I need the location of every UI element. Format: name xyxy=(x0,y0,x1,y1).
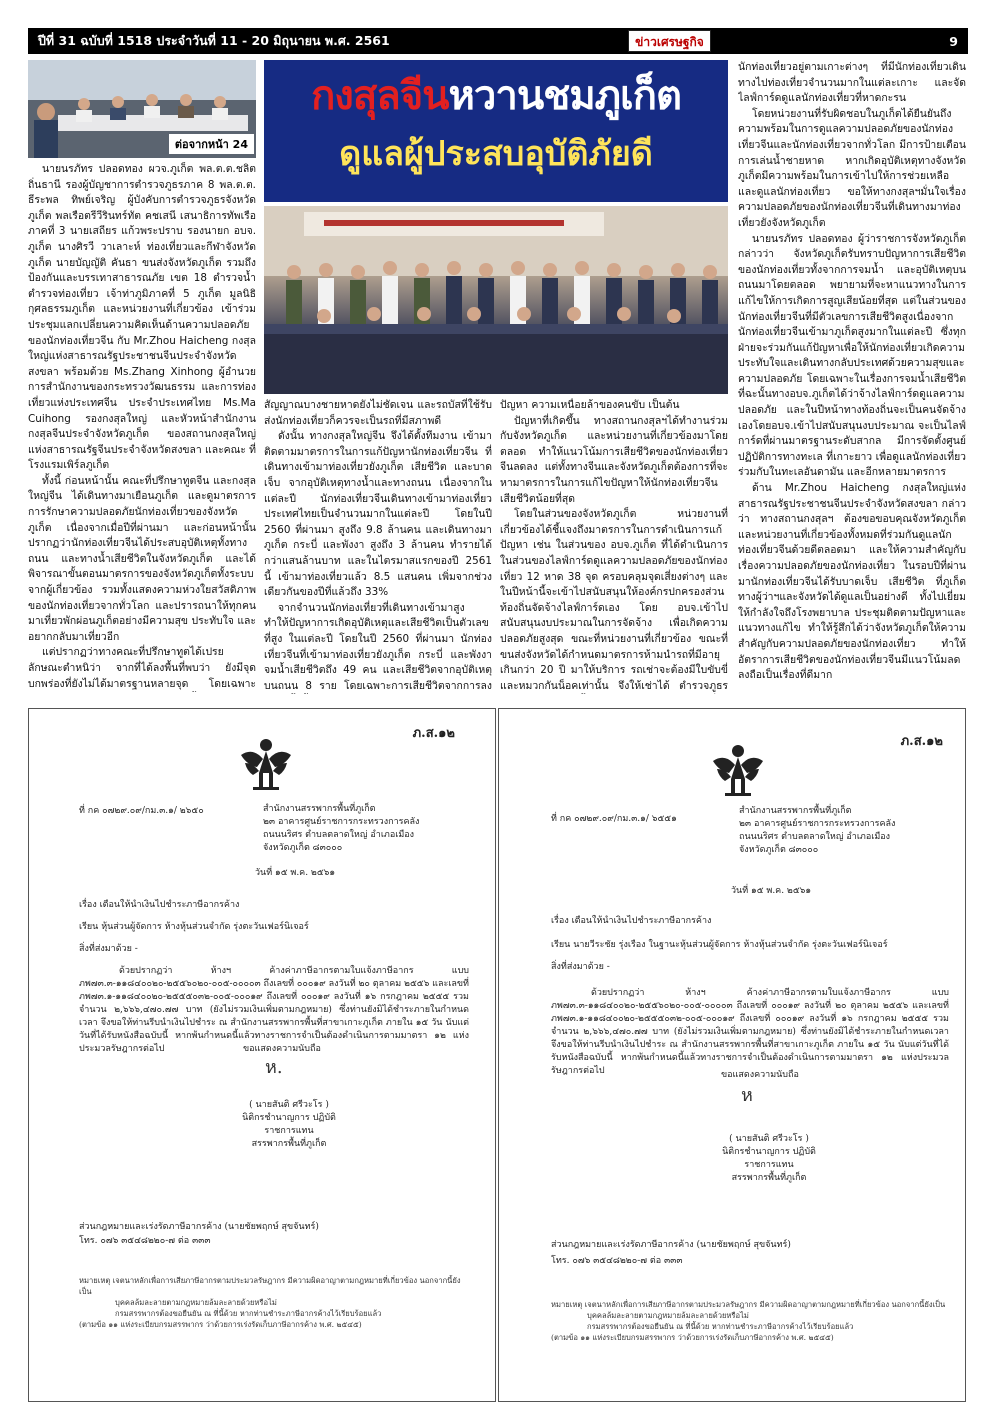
address-line: สำนักงานสรรพากรพื้นที่ภูเก็ต xyxy=(739,806,852,816)
paragraph: ด้าน Mr.Zhou Haicheng กงสุลใหญ่แห่งสาธารณรัฐประชาชนจีนประจำจังหวัดสงขลา กล่าวว่า ทางสถานกงสุลฯ ต้องขอขอบคุณจังหวัดภูเก็ตและหน่วยงานที่เกี่ยวข้องทั้งหมดที่ร่วมกันดูแลนักท่องเที่ยวจีนด้วยดีตลอดมา และให้ความสำคัญกับเรื่องความปลอดภัยของนักท่องเที่ยว ในรอบปีที่ผ่านมานักท่องเที่ยวจีนได้รับบาดเจ็บ เสียชีวิต ที่ภูเก็ตทางผู้ว่าฯและจังหวัดได้ดูแลเป็นอย่างดี ทั้งไปเยี่ยมให้กำลังใจถึงโรงพยาบาล ประชุมติดตามปัญหาและแนวทางแก้ไข ทำให้รู้สึกได้ว่าจังหวัดภูเก็ตให้ความสำคัญกับความปลอดภัยของนักท่องเที่ยว ทำให้อัตราการเสียชีวิตของนักท่องเที่ยวจีนมีแนวโน้มลดลงถือเป็นเรื่องที่ดีมาก xyxy=(738,482,966,682)
letter-attachment: สิ่งที่ส่งมาด้วย - xyxy=(551,962,610,972)
letter-closing: ขอแสดงความนับถือ xyxy=(243,1044,321,1054)
paragraph: นักท่องเที่ยวอยู่ตามเกาะต่างๆ ที่มีนักท่องเที่ยวเดินทางไปท่องเที่ยวจำนวนมากในแต่ละเกาะ และจัดไลฟ์การ์ดดูแลนักท่องเที่ยวที่หาดกะรน xyxy=(738,61,966,105)
article-column-3 xyxy=(500,398,728,694)
signatory-block xyxy=(229,1099,349,1151)
footnote-line: (ตามข้อ ๑๑ แห่งระเบียบกรมสรรพากร ว่าด้วยการเร่งรัดเก็บภาษีอากรค้าง พ.ศ. ๒๕๔๕) xyxy=(79,1320,362,1329)
address-line: จังหวัดภูเก็ต ๘๓๐๐๐ xyxy=(739,845,819,855)
footnote-line: หมายเหตุ เจตนาหลักเพื่อการเสียภาษีอากรตามประมวลรัษฎากร มีความผิดอาญาตามกฎหมายที่เกี่ยวข้อง นอกจากนี้ยังเป็น xyxy=(79,1276,461,1296)
footnote xyxy=(79,1275,469,1330)
meeting-photo xyxy=(28,60,256,158)
sender-address xyxy=(739,805,895,857)
paragraph: นายนรภัทร ปลอดทอง ผู้ว่าราชการจังหวัดภูเก็ต กล่าวว่า จังหวัดภูเก็ตรับทราบปัญหาการเสียชีวิตของนักท่องเที่ยวทั้งจากการจมน้ำ และอุบัติเหตุบนถนนมาโดยตลอด พยายามที่จะหาแนวทางในการแก้ไขให้การเกิดการสูญเสียน้อยที่สุด แต่ในส่วนของนักท่องเที่ยวจีนที่มีตัวเลขการเสียชีวิตสูงเนื่องจากนักท่องเที่ยวจีนเข้ามาภูเก็ตสูงมากในแต่ละปี ซึ่งทุกฝ่ายจะร่วมกันแก้ปัญหาเพื่อให้นักท่องเที่ยวเกิดความประทับใจและเดินทางกลับประเทศด้วยความสุขและความปลอดภัย โดยเฉพาะในเรื่องการจมน้ำเสียชีวิตที่ฉะนั้นทางอบจ.ภูเก็ตได้ว่าจ้างไลฟ์การ์ดดูแลความปลอดภัย และในปีหน้าทางท้องถิ่นจะเป็นคนจัดจ้างเองโดยอบจ.เข้าไปสนับสนุนงบประมาณ จะเป็นไลฟ์การ์ดที่ผ่านมาตรฐานระดับสากล มีการจัดตั้งศูนย์ปฏิบัติการทางทะเล ที่เกาะยาว เพื่อดูแลนักท่องเที่ยวร่วมกับในทะเลอันดามัน และอีกหลายมาตรการ xyxy=(738,232,966,479)
signatory-office: สรรพากรพื้นที่ภูเก็ต xyxy=(731,1173,807,1183)
signatory-role: นิติกรชำนาญการ ปฏิบัติราชการแทน xyxy=(722,1147,816,1170)
footnote-line: กรมสรรพากรต้องขอยืนยัน ณ ที่นี้ด้วย หากท่านชำระภาษีอากรค้างไว้เรียบร้อยแล้ว xyxy=(115,1309,382,1318)
phone-line: โทร. ๐๗๖ ๓๕๔๘๒๒๐-๗ ต่อ ๓๓๓ xyxy=(79,1236,211,1246)
signatory-name: ( นายสันติ ศรีวะโร ) xyxy=(249,1100,329,1110)
paragraph: ดังนั้น ทางกงสุลใหญ่จีน จึงได้ตั้งทีมงาน เข้ามาติดตามมาตรการในการแก้ปัญหานักท่องเที่ยวจีน ที่เดินทางเข้ามาท่องเที่ยวยังภูเก็ต เสียชีวิต และบาดเจ็บ จากอุบัติเหตุทางน้ำและทางถนน เนื่องจากในแต่ละปี นักท่องเที่ยวจีนเดินทางเข้ามาท่องเที่ยวประเทศไทยเป็นจำนวนมากในแต่ละปี โดยในปี 2560 ที่ผ่านมา สูงถึง 9.8 ล้านคน และเดินทางมาภูเก็ต กระบี่ และพังงา สูงถึง 3 ล้านคน ทำรายได้กว่าแสนล้านบาท และในไตรมาสแรกของปี 2561 นี้ เข้ามาท่องเที่ยวแล้ว 8.5 แสนคน เพิ่มจากช่วงเดียวกันของปีที่แล้วถึง 33% xyxy=(264,430,492,599)
letter-recipient: เรียน นายวีระชัย รุ่งเรือง ในฐานะหุ้นส่วนผู้จัดการ ห้างหุ้นส่วนจำกัด รุ่งตะวันเฟอร์นิเจอร์ xyxy=(551,940,888,950)
letter-body: ด้วยปรากฏว่า ห้างฯ ค้างค่าภาษีอากรตามใบแจ้งภาษีอากร แบบ ภพ๗๓.๓-๑๑๘๔๐๐๒๐-๒๕๕๖๐๒๐-๐๐๕-๐๐๐๐๓ ถึงเลขที่ ๐๐๐๑๙ ลงวันที่ ๒๐ ตุลาคม ๒๕๕๖ และเลขที่ ภพ๗๓.๑-๑๑๘๔๐๐๒๐-๒๕๕๕๐๓๒-๐๐๕-๐๐๐๑๙ ถึงเลขที่ ๐๐๐๑๙ ลงวันที่ ๑๖ กรกฎาคม ๒๕๕๕ รวมจำนวน ๒,๖๖๖,๔๗๐.๗๗ บาท (ยังไม่รวมเงินเพิ่มตามกฎหมาย) ซึ่งท่านยังมิได้ชำระภายในกำหนดเวลา จึงขอให้ท่านรีบนำเงินไปชำระ ณ สำนักงานสรรพากรพื้นที่สาขาเกาะภูเก็ต ภายใน ๑๕ วัน นับแต่วันที่ได้รับหนังสือฉบับนี้ หากพ้นกำหนดนี้แล้วทางราชการจำเป็นต้องดำเนินการตามมาตรา ๑๒ แห่งประมวลรัษฎากรต่อไป xyxy=(79,966,469,1054)
tax-notice-letter-1 xyxy=(28,708,496,1402)
article-column-4 xyxy=(738,60,966,694)
signatory-office: สรรพากรพื้นที่ภูเก็ต xyxy=(251,1139,327,1149)
paragraph: โดยหน่วยงานที่รับผิดชอบในภูเก็ตได้ยืนยันถึงความพร้อมในการดูแลความปลอดภัยของนักท่องเที่ยวจีนและนักท่องเที่ยวจากทั่วโลก มีการป้ายเตือนการเล่นน้ำชายหาด หากเกิดอุบัติเหตุทางจังหวัดภูเก็ตมีความพร้อมในการเข้าไปให้การช่วยเหลือและดูแลนักท่องเที่ยว ขอให้ทางกงสุลฯมั่นใจเรื่องความปลอดภัยของนักท่องเที่ยวจีนที่เดินทางมาท่องเที่ยวยังจังหวัดภูเก็ต xyxy=(738,107,966,229)
signature: ห. xyxy=(265,1057,283,1078)
address-line: ถนนนริศร ตำบลตลาดใหญ่ อำเภอเมือง xyxy=(739,832,891,842)
sender-address xyxy=(263,803,419,855)
article-headline xyxy=(264,60,728,202)
letter-subject: เรื่อง เตือนให้นำเงินไปชำระภาษีอากรค้าง xyxy=(551,916,712,926)
letter-date: วันที่ ๑๕ พ.ค. ๒๕๖๑ xyxy=(731,886,812,896)
signatory-role: นิติกรชำนาญการ ปฏิบัติราชการแทน xyxy=(242,1113,336,1136)
signature: ห xyxy=(741,1085,753,1106)
address-line: ๒๓ อาคารศูนย์ราชการกระทรวงการคลัง xyxy=(263,817,420,827)
garuda-emblem-icon xyxy=(711,739,765,799)
headline-white-text: หวานชมภูเก็ต xyxy=(448,73,681,119)
paragraph: จากจำนวนนักท่องเที่ยวที่เดินทางเข้ามาสูง ทำให้ปัญหาการเกิดอุบัติเหตุและเสียชีวิตเป็นตัวเลขที่สูง ในแต่ละปี โดยในปี 2560 ที่ผ่านมา นักท่องเที่ยวจีนที่เข้ามาท่องเที่ยวยังภูเก็ต กระบี่ และพังงา จมน้ำเสียชีวิตถึง 49 คน และเสียชีวิตจากอุบัติเหตุบนถนน 8 ราย โดยเฉพาะการเสียชีวิตจากการลง xyxy=(264,601,492,692)
newspaper-logo: ข่าวเศรษฐกิจ xyxy=(628,30,711,52)
phone-line: โทร. ๐๗๖ ๓๕๔๘๒๒๐-๗ ต่อ ๓๓๓ xyxy=(551,1256,683,1266)
address-line: สำนักงานสรรพากรพื้นที่ภูเก็ต xyxy=(263,804,376,814)
letter-date: วันที่ ๑๕ พ.ค. ๒๕๖๑ xyxy=(255,868,336,878)
masthead-bar xyxy=(28,28,968,54)
issue-info: ปีที่ 31 ฉบับที่ 1518 ประจำวันที่ 11 - 20 มิถุนายน พ.ศ. 2561 xyxy=(38,33,390,48)
footnote-line: บุคคลล้มละลายตามกฎหมายล้มละลายด้วยหรือไม่ xyxy=(587,1311,749,1320)
footnote-line: หมายเหตุ เจตนาหลักเพื่อการเสียภาษีอากรตามประมวลรัษฎากร มีความผิดอาญาตามกฎหมายที่เกี่ยวข้อง นอกจากนี้ยังเป็น xyxy=(551,1300,946,1309)
address-line: จังหวัดภูเก็ต ๘๓๐๐๐ xyxy=(263,843,343,853)
paragraph: ปัญหาที่เกิดขึ้น ทางสถานกงสุลฯได้ทำงานร่วมกับจังหวัดภูเก็ต และหน่วยงานที่เกี่ยวข้องมาโดยตลอด ทำให้แนวโน้มการเสียชีวิตของนักท่องเที่ยวจีนลดลง แต่ทั้งทางจีนและจังหวัดภูเก็ตต้องการที่จะหามาตรการในการแก้ไขปัญหาให้นักท่องเที่ยวจีนเสียชีวิตน้อยที่สุด xyxy=(500,414,728,505)
letter-subject: เรื่อง เตือนให้นำเงินไปชำระภาษีอากรค้าง xyxy=(79,900,240,910)
continued-from-label: ต่อจากหน้า 24 xyxy=(169,134,254,154)
footnote-line: บุคคลล้มละลายตามกฎหมายล้มละลายด้วยหรือไม่ xyxy=(115,1298,277,1307)
headline-line-1 xyxy=(264,66,728,126)
letter-closing: ขอแสดงความนับถือ xyxy=(721,1070,799,1080)
letter-recipient: เรียน หุ้นส่วนผู้จัดการ ห้างหุ้นส่วนจำกัด รุ่งตะวันเฟอร์นิเจอร์ xyxy=(79,922,309,932)
article-column-2 xyxy=(264,398,492,694)
paragraph: นายนรภัทร ปลอดทอง ผวจ.ภูเก็ต พล.ต.ต.ชลิต ถิ่นธานี รองผู้บัญชาการตำรวจภูธรภาค 8 พล.ต.ต. ธีระพล ทิพย์เจริญ ผู้บังคับการตำรวจภูธรจังหวัดภูเก็ต พลเรือตรีวีรินทร์ทัต คชเสนี เสนาธิการทัพเรือภาคที่ 3 นายเสถียร แก้วพระปราบ รองนายก อบจ. ภูเก็ต นางศิรวี วาเลาะห์ ท่องเที่ยวและกีฬาจังหวัดภูเก็ต นายบัญญัติ คันธา ขนส่งจังหวัดภูเก็ต รวมถึงป้องกันและบรรเทาสาธารณภัย เขต 18 ตำรวจน้ำ ตำรวจท่องเที่ยว เจ้าท่าภูมิภาคที่ 5 ภูเก็ต มูลนิธิกุศลธรรมภูเก็ต และหน่วยงานที่เกี่ยวข้อง เข้าร่วมประชุมแลกเปลี่ยนความคิดเห็นด้านความปลอดภัยของนักท่องเที่ยวจีน กับ Mr.Zhou Haicheng กงสุลใหญ่แห่งสาธารณรัฐประชาชนจีนประจำจังหวัดสงขลา พร้อมด้วย Ms.Zhang Xinhong ผู้อำนวยการสำนักงานของกระทรวงวัฒนธรรม และการท่องเที่ยวแห่งประเทศจีน ประจำประเทศไทย Ms.Ma Cuihong รองกงสุลใหญ่ และหัวหน้าสำนักงานกงสุลจีนประจำจังหวัดภูเก็ต ของสถานกงสุลใหญ่แห่งสาธารณรัฐจีนประจำจังหวัดสงขลา และคณะ ที่โรงแรมเพิร์ลภูเก็ต xyxy=(28,163,256,472)
department-line: ส่วนกฎหมายและเร่งรัดภาษีอากรค้าง (นายชัยพฤกษ์ สุขจันทร์) xyxy=(79,1222,319,1232)
group-photo xyxy=(264,206,728,394)
letter-body: ด้วยปรากฏว่า ห้างฯ ค้างค่าภาษีอากรตามใบแจ้งภาษีอากร แบบ ภพ๗๓.๓-๑๑๘๔๐๐๒๐-๒๕๕๖๐๒๐-๐๐๕-๐๐๐๐๓ ถึงเลขที่ ๐๐๐๑๙ ลงวันที่ ๒๐ ตุลาคม ๒๕๕๖ และเลขที่ ภพ๗๓.๑-๑๑๘๔๐๐๒๐-๒๕๕๕๐๓๒-๐๐๕-๐๐๐๑๙ ถึงเลขที่ ๐๐๐๑๙ ลงวันที่ ๑๖ กรกฎาคม ๒๕๕๕ รวมจำนวน ๒,๖๖๖,๔๗๐.๗๗ บาท (ยังไม่รวมเงินเพิ่มตามกฎหมาย) ซึ่งท่านยังมิได้ชำระภายในกำหนดเวลา จึงขอให้ท่านรีบนำเงินไปชำระ ณ สำนักงานสรรพากรพื้นที่สาขาเกาะภูเก็ต ภายใน ๑๕ วัน นับแต่วันที่ได้รับหนังสือฉบับนี้ หากพ้นกำหนดนี้แล้วทางราชการจำเป็นต้องดำเนินการตามมาตรา ๑๒ แห่งประมวลรัษฎากรต่อไป xyxy=(551,988,949,1076)
letter-attachment: สิ่งที่ส่งมาด้วย - xyxy=(79,944,138,954)
group-photo-image xyxy=(264,206,728,394)
paragraph: ปัญหา ความเหนื่อยล้าของคนขับ เป็นต้น xyxy=(500,399,680,411)
paragraph: แต่ปรากฏว่าทางคณะที่ปรึกษาทูตได้เปรยลักษณะตำหนิว่า จากที่ได้ลงพื้นที่พบว่า ยังมีจุดบกพร่องที่ยังไม่ได้มาตรฐานหลายจุด โดยเฉพาะ xyxy=(28,646,256,690)
department-line: ส่วนกฎหมายและเร่งรัดภาษีอากรค้าง (นายชัยพฤกษ์ สุขจันทร์) xyxy=(551,1240,791,1250)
headline-red-text: กงสุลจีน xyxy=(311,73,449,119)
footnote-line: (ตามข้อ ๑๑ แห่งระเบียบกรมสรรพากร ว่าด้วยการเร่งรัดเก็บภาษีอากรค้าง พ.ศ. ๒๕๔๕) xyxy=(551,1333,834,1342)
paragraph: โดยในส่วนของจังหวัดภูเก็ต หน่วยงานที่เกี่ยวข้องได้ชี้แจงถึงมาตรการในการดำเนินการแก้ปัญหา เช่น ในส่วนของ อบจ.ภูเก็ต ที่ได้ดำเนินการในส่วนของไลฟ์การ์ดดูแลความปลอดภัยของนักท่องเที่ยว 12 หาด 38 จุด ครอบคลุมจุดเสี่ยงต่างๆ และในปีหน้านี้จะเข้าไปสนับสนุนให้องค์กรปกครองส่วนท้องถิ่นจัดจ้างไลฟ์การ์ดเอง โดย อบจ.เข้าไปสนับสนุนงบประมาณในการจัดจ้าง เพื่อเกิดความปลอดภัยสูงสุด ขณะที่หน่วยงานที่เกี่ยวข้อง ขณะที่ขนส่งจังหวัดได้กำหนดมาตรการห้ามนำรถที่มีอายุเกินกว่า 20 ปี มาให้บริการ รถเช่าจะต้องมีใบขับขี่ และหมวกกันน็อคเท่านั้น จึงให้เช่าได้ ตำรวจภูธร xyxy=(500,508,728,692)
paragraph: สัญญาณบางชายหาดยังไม่ชัดเจน และรถบัสที่ใช้รับส่งนักท่องเที่ยวก็ควรจะเป็นรถที่มีสภาพดี xyxy=(264,399,492,427)
form-code: ภ.ส.๑๒ xyxy=(412,726,455,741)
footnote-line: กรมสรรพากรต้องขอยืนยัน ณ ที่นี้ด้วย หากท่านชำระภาษีอากรค้างไว้เรียบร้อยแล้ว xyxy=(587,1322,854,1331)
tax-notice-letter-2 xyxy=(498,708,966,1402)
form-code: ภ.ส.๑๒ xyxy=(900,734,943,749)
garuda-emblem-icon xyxy=(239,733,293,793)
address-line: ๒๓ อาคารศูนย์ราชการกระทรวงการคลัง xyxy=(739,819,896,829)
signatory-block xyxy=(709,1133,829,1185)
signatory-name: ( นายสันติ ศรีวะโร ) xyxy=(729,1134,809,1144)
footnote xyxy=(551,1299,951,1343)
page-number: 9 xyxy=(949,33,958,49)
article-column-1 xyxy=(28,162,256,692)
paragraph: ทั้งนี้ ก่อนหน้านั้น คณะที่ปรึกษาทูตจีน และกงสุลใหญ่จีน ได้เดินทางมาเยือนภูเก็ต และดูมาตรการการรักษาความปลอดภัยนักท่องเที่ยวของจังหวัดภูเก็ต เนื่องจากเมื่อปีที่ผ่านมา และก่อนหน้านั้น ปรากฏว่านักท่องเที่ยวจีนได้ประสบอุบัติเหตุทั้งทางถนน และทางน้ำเสียชีวิตในจังหวัดภูเก็ต และได้พิจารณาขั้นตอนมาตรการของจังหวัดภูเก็ตทั้งระบบจากผู้เกี่ยวข้อง รวมทั้งแสดงความห่วงใยสวัสดิภาพของนักท่องเที่ยวจากทั่วโลก และปรารถนาให้ทุกคนมาเที่ยวพักผ่อนภูเก็ตอย่างมีความสุข ประทับใจ และอยากกลับมาเที่ยวอีก xyxy=(28,474,256,643)
letter-reference: ที่ กค ๐๗๒๙.๐๙/กม.๓.๑/ ๖๕๕๑ xyxy=(551,814,677,824)
letter-reference: ที่ กค ๐๗๒๙.๐๙/กม.๓.๑/ ๒๖๕๐ xyxy=(79,806,204,816)
headline-line-2: ดูแลผู้ประสบอุบัติภัยดี xyxy=(339,134,653,174)
address-line: ถนนนริศร ตำบลตลาดใหญ่ อำเภอเมือง xyxy=(263,830,415,840)
